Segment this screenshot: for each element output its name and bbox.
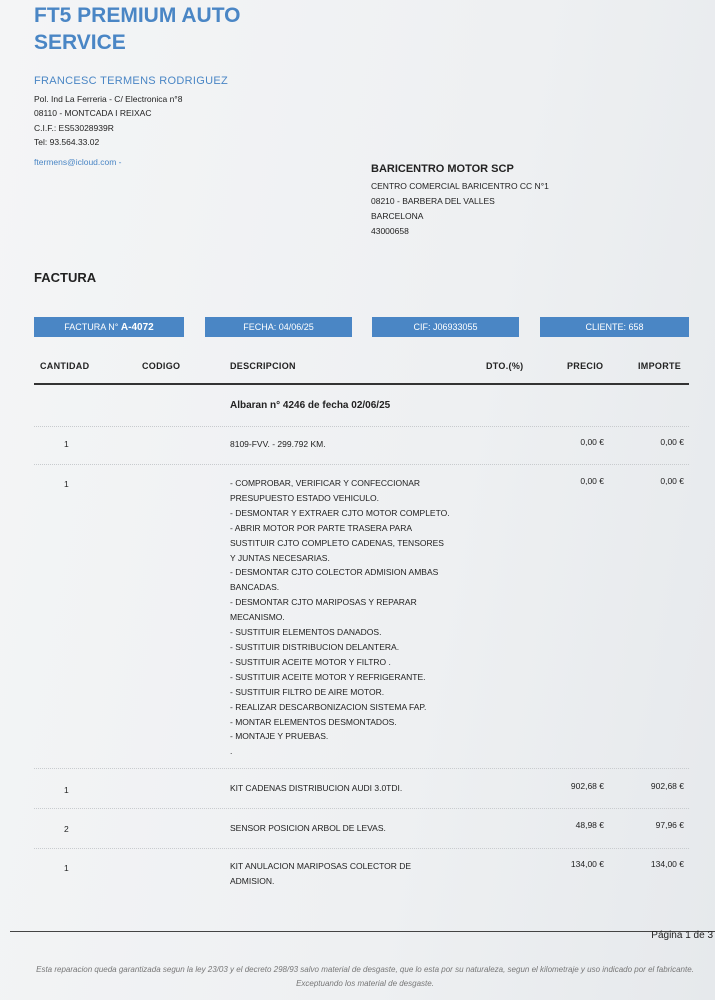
description-line: - DESMONTAR Y EXTRAER CJTO MOTOR COMPLETO. — [230, 507, 450, 518]
row-3-amount: 902,68 € — [650, 781, 684, 791]
document-title: FACTURA — [34, 270, 97, 285]
header-dto: DTO.(%) — [486, 361, 524, 371]
description-line: SENSOR POSICION ARBOL DE LEVAS. — [230, 823, 386, 833]
company-address-line: Pol. Ind La Ferreria - C/ Electronica n°8 — [34, 94, 183, 104]
row-4-qty: 2 — [64, 824, 69, 834]
description-line: - DESMONTAR CJTO COLECTOR ADMISION AMBAS — [230, 567, 439, 578]
page-number: Página 1 de 3 — [651, 930, 713, 941]
description-line: Y JUNTAS NECESARIAS. — [230, 552, 330, 563]
header-divider — [34, 383, 689, 385]
invoice-number-badge — [34, 317, 184, 337]
row-5-description — [230, 859, 411, 889]
row-4-price: 48,98 € — [575, 820, 604, 830]
description-line: ADMISION. — [230, 875, 275, 886]
description-line: 8109-FVV. - 299.792 KM. — [230, 439, 326, 449]
warranty-note: Esta reparacion queda garantizada segun la ley 23/03 y el decreto 298/93 salvo material de desgaste, que lo esta por su naturaleza, segun el kilometraje y uso indicado por el fabricante. Exceptuando los material de desgaste. — [36, 965, 694, 988]
description-line: KIT ANULACION MARIPOSAS COLECTOR DE — [230, 861, 412, 871]
description-line: PRESUPUESTO ESTADO VEHICULO. — [230, 492, 379, 503]
row-4-description — [230, 821, 386, 836]
row-2-qty: 1 — [64, 479, 69, 489]
description-line: - SUSTITUIR ACEITE MOTOR Y FILTRO . — [230, 656, 391, 667]
row-5-qty: 1 — [64, 863, 69, 873]
description-line: . — [230, 746, 233, 757]
row-1-description — [230, 437, 326, 452]
row-divider — [34, 848, 689, 849]
row-divider — [34, 464, 689, 465]
row-3-qty: 1 — [64, 785, 69, 795]
date-badge: FECHA: 04/06/25 — [205, 317, 352, 337]
description-line: MECANISMO. — [230, 612, 285, 623]
description-line: BANCADAS. — [230, 582, 280, 593]
header-descripcion: DESCRIPCION — [230, 361, 296, 371]
company-email: ftermens@icloud.com - — [34, 157, 122, 167]
header-importe: IMPORTE — [638, 361, 682, 371]
row-4-amount: 97,96 € — [655, 820, 684, 830]
row-divider — [34, 426, 689, 427]
invoice-number: A-4072 — [120, 322, 154, 333]
row-3-description — [230, 781, 402, 796]
albaran-reference: Albaran n° 4246 de fecha 02/06/25 — [230, 400, 391, 411]
footer-divider — [10, 931, 715, 932]
row-1-price: 0,00 € — [580, 437, 604, 447]
row-3-price: 902,68 € — [570, 781, 604, 791]
cif-badge: CIF: J06933055 — [372, 317, 519, 337]
client-line: BARCELONA — [371, 211, 424, 221]
invoice-label: FACTURA N° — [64, 322, 119, 332]
row-divider — [34, 768, 689, 769]
description-line: - SUSTITUIR ACEITE MOTOR Y REFRIGERANTE. — [230, 671, 426, 682]
row-divider — [34, 808, 689, 809]
description-line: - REALIZAR DESCARBONIZACION SISTEMA FAP. — [230, 701, 427, 712]
row-1-qty: 1 — [64, 439, 69, 449]
description-line: KIT CADENAS DISTRIBUCION AUDI 3.0TDI. — [230, 783, 403, 793]
description-line: - DESMONTAR CJTO MARIPOSAS Y REPARAR — [230, 597, 417, 608]
description-line: - SUSTITUIR DISTRIBUCION DELANTERA. — [230, 641, 400, 652]
client-block — [371, 163, 549, 239]
description-line: - SUSTITUIR ELEMENTOS DANADOS. — [230, 627, 382, 638]
row-2-price: 0,00 € — [580, 476, 604, 486]
row-5-price: 134,00 € — [570, 859, 604, 869]
header-precio: PRECIO — [567, 361, 604, 371]
row-1-amount: 0,00 € — [660, 437, 684, 447]
client-line: 43000658 — [371, 226, 409, 236]
description-line: - ABRIR MOTOR POR PARTE TRASERA PARA — [230, 522, 413, 533]
header-cantidad: CANTIDAD — [40, 361, 90, 371]
row-2-description — [230, 476, 450, 759]
description-line: - MONTAJE Y PRUEBAS. — [230, 731, 329, 742]
description-line: - MONTAR ELEMENTOS DESMONTADOS. — [230, 716, 397, 727]
company-name: FT5 PREMIUM AUTO SERVICE — [34, 4, 241, 54]
description-line: SUSTITUIR CJTO COMPLETO CADENAS, TENSORES — [230, 537, 444, 548]
client-line: CENTRO COMERCIAL BARICENTRO CC N°1 — [371, 181, 549, 191]
company-cif: C.I.F.: ES53028939R — [34, 123, 114, 133]
client-line: 08210 - BARBERA DEL VALLES — [371, 196, 495, 206]
row-5-amount: 134,00 € — [650, 859, 684, 869]
client-code-badge: CLIENTE: 658 — [540, 317, 689, 337]
client-name: BARICENTRO MOTOR SCP — [371, 163, 514, 175]
header-codigo: CODIGO — [142, 361, 181, 371]
description-line: - SUSTITUIR FILTRO DE AIRE MOTOR. — [230, 686, 385, 697]
company-phone: Tel: 93.564.33.02 — [34, 137, 100, 147]
description-line: - COMPROBAR, VERIFICAR Y CONFECCIONAR — [230, 478, 421, 488]
company-address-line: 08110 - MONTCADA I REIXAC — [34, 108, 152, 118]
row-2-amount: 0,00 € — [660, 476, 684, 486]
owner-name: FRANCESC TERMENS RODRIGUEZ — [34, 75, 228, 87]
